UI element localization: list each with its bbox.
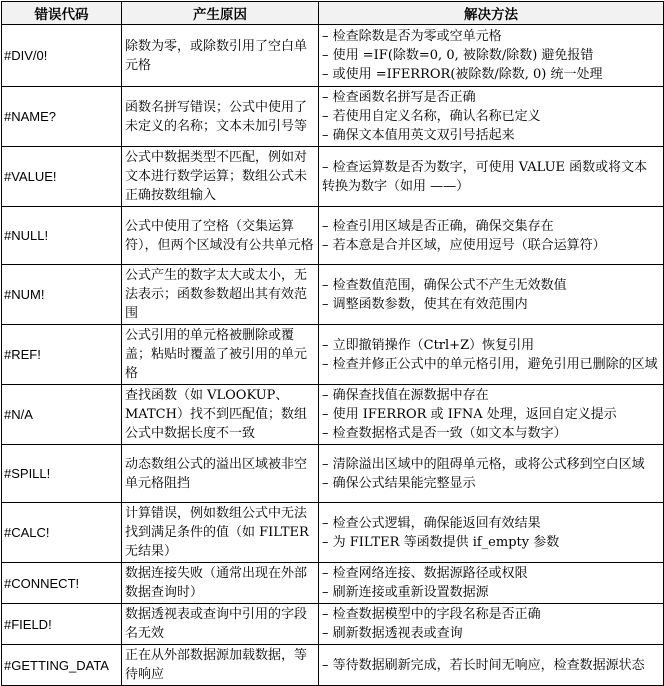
solution-line: – 检查并修正公式中的单元格引用，避免引用已删除的区域	[322, 356, 658, 372]
solution-line: – 刷新数据透视表或查询	[322, 626, 463, 641]
error-code-cell: #DIV/0!	[2, 25, 122, 87]
table-row	[2, 503, 664, 563]
solution-line: – 确保文本值用英文双引号括起来	[322, 128, 515, 143]
solution-cell	[319, 445, 664, 503]
table-row	[2, 445, 664, 503]
error-code-cell: #CALC!	[2, 503, 122, 563]
solution-line: – 使用 IFERROR 或 IFNA 处理，返回自定义提示	[322, 407, 617, 422]
solution-line: – 若本意是合并区域，应使用逗号（联合运算符）	[322, 237, 606, 253]
solution-line: – 使用 =IF(除数=0, 0, 被除数/除数) 避免报错	[322, 48, 594, 63]
solution-line: – 或使用 =IFERROR(被除数/除数, 0) 统一处理	[322, 67, 603, 82]
error-code-cell: #SPILL!	[2, 445, 122, 503]
table-row	[2, 265, 664, 325]
solution-line: – 检查数据模型中的字段名称是否正确	[322, 607, 541, 622]
error-code-cell: #REF!	[2, 325, 122, 385]
cause-cell: 数据透视表或查询中引用的字段名无效	[122, 604, 319, 645]
solution-line: – 检查运算数是否为数字，可使用 VALUE 函数或将文本转换为数字（如用 ——）	[322, 159, 648, 194]
error-code-cell: #CONNECT!	[2, 563, 122, 604]
solution-cell	[319, 147, 664, 207]
table-row	[2, 604, 664, 645]
error-code-cell: #NAME?	[2, 87, 122, 147]
solution-line: – 检查函数名拼写是否正确	[322, 90, 476, 105]
cause-cell: 公式引用的单元格被删除或覆盖；粘贴时覆盖了被引用的单元格	[122, 325, 319, 385]
solution-line: – 检查数值范围，确保公式不产生无效数值	[322, 277, 567, 293]
table-row	[2, 563, 664, 604]
cause-cell: 公式产生的数字太大或太小，无法表示；函数参数超出其有效范围	[122, 265, 319, 325]
table-body	[2, 25, 664, 686]
cause-cell: 公式中数据类型不匹配，例如对文本进行数学运算；数组公式未正确按数组输入	[122, 147, 319, 207]
table-row	[2, 645, 664, 686]
header-solution: 解决方法	[319, 2, 664, 25]
cause-cell: 公式中使用了空格（交集运算符），但两个区域没有公共单元格	[122, 207, 319, 265]
solution-cell	[319, 385, 664, 445]
solution-line: – 刷新连接或重新设置数据源	[322, 585, 489, 600]
solution-cell	[319, 503, 664, 563]
table-row	[2, 25, 664, 87]
table-row	[2, 325, 664, 385]
solution-line: – 确保查找值在源数据中存在	[322, 388, 489, 403]
error-code-cell: #GETTING_DATA	[2, 645, 122, 686]
cause-cell: 数据连接失败（通常出现在外部数据查询时）	[122, 563, 319, 604]
solution-line: – 为 FILTER 等函数提供 if_empty 参数	[322, 534, 560, 550]
solution-line: – 检查公式逻辑，确保能返回有效结果	[322, 515, 541, 531]
solution-line: – 检查数据格式是否一致（如文本与数字）	[322, 426, 567, 441]
cause-cell: 动态数组公式的溢出区域被非空单元格阻挡	[122, 445, 319, 503]
solution-line: – 确保公式结果能完整显示	[322, 475, 476, 491]
cause-cell: 计算错误，例如数组公式中无法找到满足条件的值（如 FILTER 无结果）	[122, 503, 319, 563]
table-row	[2, 385, 664, 445]
solution-cell	[319, 207, 664, 265]
error-code-cell: #NULL!	[2, 207, 122, 265]
solution-line: – 检查网络连接、数据源路径或权限	[322, 566, 528, 581]
error-code-cell: #NUM!	[2, 265, 122, 325]
header-cause: 产生原因	[122, 2, 319, 25]
error-code-cell: #FIELD!	[2, 604, 122, 645]
solution-line: – 立即撤销操作（Ctrl+Z）恢复引用	[322, 337, 535, 353]
solution-line: – 若使用自定义名称，确认名称已定义	[322, 109, 541, 124]
table-row	[2, 207, 664, 265]
solution-line: – 检查除数是否为零或空单元格	[322, 29, 502, 44]
solution-cell	[319, 87, 664, 147]
solution-line: – 检查引用区域是否正确，确保交集存在	[322, 218, 554, 234]
solution-cell	[319, 25, 664, 87]
cause-cell: 查找函数（如 VLOOKUP、MATCH）找不到匹配值；数组公式中数据长度不一致	[122, 385, 319, 445]
table-row	[2, 147, 664, 207]
error-code-cell: #VALUE!	[2, 147, 122, 207]
solution-cell	[319, 325, 664, 385]
table-row	[2, 87, 664, 147]
solution-cell	[319, 265, 664, 325]
header-row	[2, 2, 664, 25]
error-code-table	[1, 1, 664, 686]
error-code-cell: #N/A	[2, 385, 122, 445]
solution-line: – 调整函数参数，使其在有效范围内	[322, 296, 528, 312]
cause-cell: 函数名拼写错误；公式中使用了未定义的名称；文本未加引号等	[122, 87, 319, 147]
cause-cell: 除数为零，或除数引用了空白单元格	[122, 25, 319, 87]
header-error-code: 错误代码	[2, 2, 122, 25]
solution-line: – 清除溢出区域中的阻碍单元格，或将公式移到空白区域	[322, 456, 645, 472]
solution-line: – 等待数据刷新完成，若长时间无响应，检查数据源状态	[322, 657, 645, 673]
solution-cell	[319, 563, 664, 604]
solution-cell	[319, 604, 664, 645]
cause-cell: 正在从外部数据源加载数据，等待响应	[122, 645, 319, 686]
solution-cell	[319, 645, 664, 686]
